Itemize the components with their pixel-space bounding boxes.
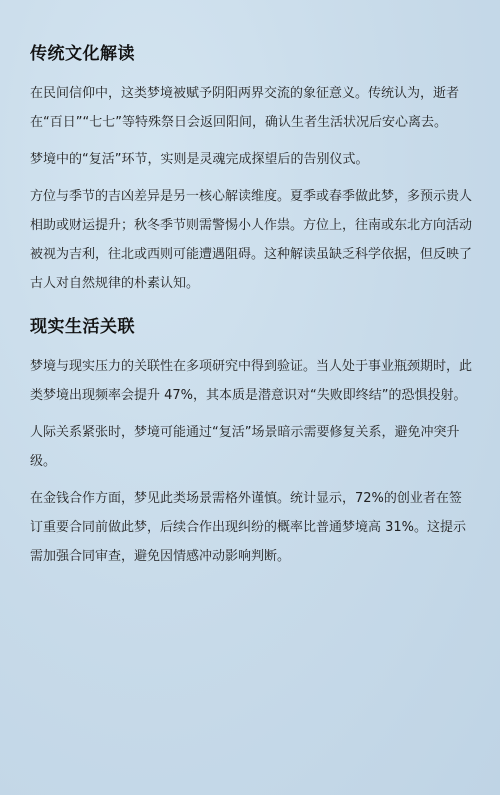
section-real-life (30, 315, 472, 571)
section-heading: 传统文化解读 (30, 44, 135, 64)
paragraph: 梦境与现实压力的关联性在多项研究中得到验证。当人处于事业瓶颈期时，此类梦境出现频率会提升 47%，其本质是潜意识对“失败即终结”的恐惧投射。 (30, 359, 473, 403)
section-heading: 现实生活关联 (30, 317, 135, 337)
paragraph: 方位与季节的吉凶差异是另一核心解读维度。夏季或春季做此梦，多预示贵人相助或财运提升；秋冬季节则需警惕小人作祟。方位上，往南或东北方向活动被视为吉利，往北或西则可能遭遇阻碍。这种解读虽缺乏科学依据，但反映了古人对自然规律的朴素认知。 (30, 189, 473, 291)
paragraph: 在金钱合作方面，梦见此类场景需格外谨慎。统计显示，72%的创业者在签订重要合同前做此梦，后续合作出现纠纷的概率比普通梦境高 31%。这提示需加强合同审查，避免因情感冲动影响判断。 (30, 491, 467, 564)
paragraph: 在民间信仰中，这类梦境被赋予阴阳两界交流的象征意义。传统认为，逝者在“百日”“七七”等特殊祭日会返回阳间，确认生者生活状况后安心离去。 (30, 86, 460, 130)
paragraph: 梦境中的“复活”环节，实则是灵魂完成探望后的告别仪式。 (30, 152, 369, 167)
section-traditional-culture (30, 42, 472, 298)
paragraph: 人际关系紧张时，梦境可能通过“复活”场景暗示需要修复关系，避免冲突升级。 (30, 425, 460, 469)
